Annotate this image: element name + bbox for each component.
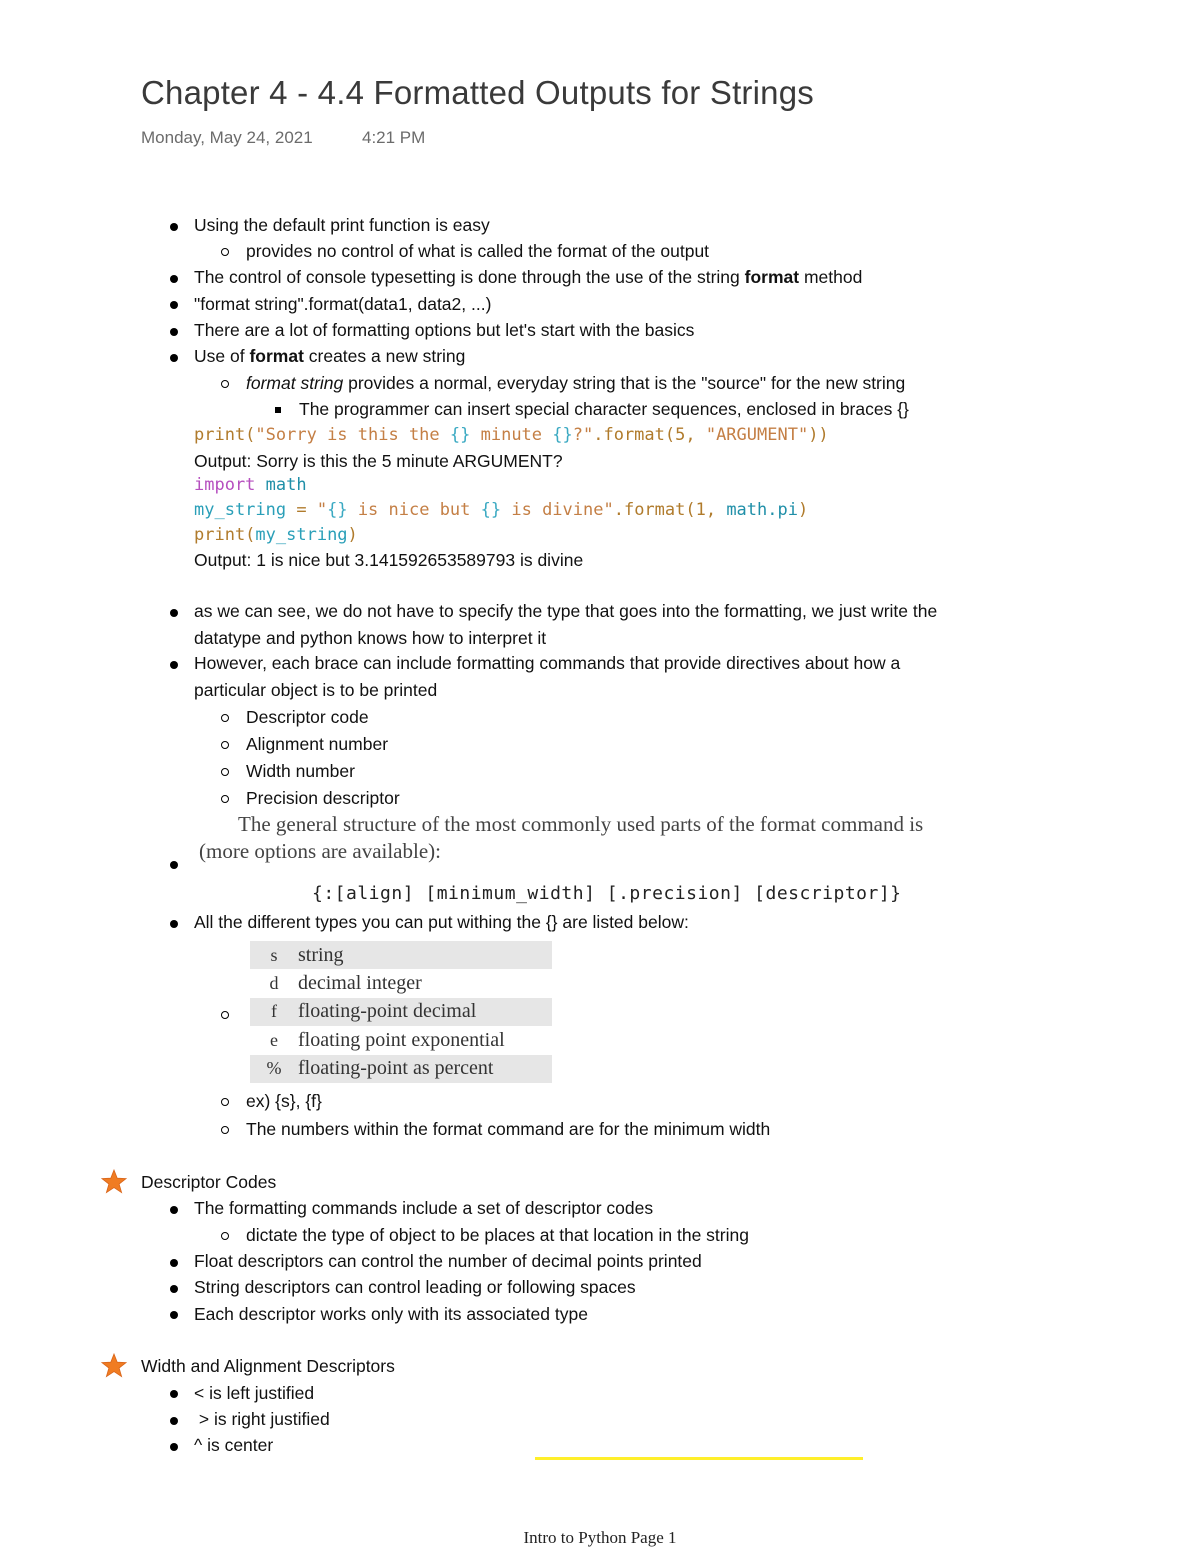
page-time: 4:21 PM: [362, 128, 426, 147]
general-structure-text: The general structure of the most commonly used parts of the format command is: [238, 812, 924, 836]
bullet-text: All the different types you can put withing the {} are listed below:: [194, 912, 689, 932]
bullet-dot-icon: [170, 1390, 178, 1398]
bullet-circle-icon: [221, 768, 229, 776]
bullet-text: The programmer can insert special character sequences, enclosed in braces {}: [299, 399, 909, 419]
bullet-text: as we can see, we do not have to specify the type that goes into the formatting, we just write the: [194, 601, 938, 621]
bullet-text: Precision descriptor: [246, 788, 400, 808]
bullet-text: dictate the type of object to be places at that location in the string: [246, 1225, 749, 1245]
bullet-circle-icon: [221, 248, 229, 256]
code-line: my_string = "{} is nice but {} is divine".format(1, math.pi): [194, 500, 809, 520]
bullet-dot-icon: [170, 328, 178, 336]
code-output: Output: Sorry is this the 5 minute ARGUMENT?: [194, 451, 563, 471]
code-line: import math: [194, 475, 307, 495]
bullet-text: Using the default print function is easy: [194, 215, 490, 235]
bullet-circle-icon: [221, 1098, 229, 1106]
type-code: f: [250, 998, 298, 1026]
table-row: [250, 969, 552, 997]
bullet-circle-icon: [221, 741, 229, 749]
bullet-circle-icon: [221, 795, 229, 803]
bullet-dot-icon: [170, 661, 178, 669]
type-code: d: [269, 973, 279, 994]
table-row: [250, 941, 552, 969]
bullet-dot-icon: [170, 861, 178, 869]
bullet-text: There are a lot of formatting options but let's start with the basics: [194, 320, 695, 340]
star-icon: [101, 1353, 127, 1379]
type-desc: floating-point as percent: [298, 1055, 552, 1083]
bullet-dot-icon: [170, 1311, 178, 1319]
type-desc: floating-point decimal: [298, 998, 552, 1026]
bullet-text: provides no control of what is called the format of the output: [246, 241, 710, 261]
bullet-text: ex) {s}, {f}: [246, 1091, 322, 1111]
code-line: print(my_string): [194, 525, 358, 545]
bullet-text: The control of console typesetting is done through the use of the string format method: [194, 267, 863, 287]
general-structure-text: (more options are available):: [199, 839, 441, 863]
bullet-dot-icon: [170, 1417, 178, 1425]
bullet-circle-icon: [221, 380, 229, 388]
bullet-circle-icon: [221, 1011, 229, 1019]
table-row: [250, 1026, 552, 1054]
type-desc: string: [298, 941, 552, 969]
bullet-text: Float descriptors can control the number of decimal points printed: [194, 1251, 702, 1271]
bullet-dot-icon: [170, 1206, 178, 1214]
table-row: [250, 998, 552, 1026]
bullet-text: < is left justified: [194, 1383, 315, 1403]
bullet-text: particular object is to be printed: [194, 680, 438, 700]
code-output: Output: 1 is nice but 3.141592653589793 is divine: [194, 550, 584, 570]
type-desc: decimal integer: [298, 972, 422, 995]
bullet-circle-icon: [221, 1232, 229, 1240]
format-spec: {:[align] [minimum_width] [.precision] [descriptor]}: [312, 883, 902, 904]
bullet-dot-icon: [170, 920, 178, 928]
bullet-dot-icon: [170, 301, 178, 309]
bullet-dot-icon: [170, 609, 178, 617]
bullet-circle-icon: [221, 714, 229, 722]
types-table: [250, 941, 552, 1083]
page-date: Monday, May 24, 2021: [141, 128, 313, 147]
bullet-dot-icon: [170, 1259, 178, 1267]
bullet-text: Descriptor code: [246, 707, 369, 727]
bullet-text: format string provides a normal, everyday string that is the "source" for the new string: [246, 373, 906, 393]
bullet-text: Use of format creates a new string: [194, 346, 466, 366]
bullet-square-icon: [275, 407, 281, 413]
bullet-text: However, each brace can include formatting commands that provide directives about how a: [194, 653, 901, 673]
page-title: Chapter 4 - 4.4 Formatted Outputs for Strings: [141, 74, 814, 111]
table-row: [250, 1055, 552, 1083]
bullet-dot-icon: [170, 354, 178, 362]
code-line: print("Sorry is this the {} minute {}?".format(5, "ARGUMENT")): [194, 425, 829, 445]
bullet-text: > is right justified: [194, 1409, 330, 1429]
bullet-dot-icon: [170, 1285, 178, 1293]
bullet-text: Each descriptor works only with its associated type: [194, 1304, 588, 1324]
bullet-text: String descriptors can control leading or following spaces: [194, 1277, 636, 1297]
bullet-text: The formatting commands include a set of descriptor codes: [194, 1198, 654, 1218]
bullet-text: The numbers within the format command are for the minimum width: [246, 1119, 771, 1139]
bullet-text: Width number: [246, 761, 355, 781]
bullet-text: ^ is center: [194, 1435, 274, 1455]
bullet-dot-icon: [170, 1443, 178, 1451]
bullet-text: Alignment number: [246, 734, 389, 754]
type-code: s: [250, 941, 298, 969]
section-heading: Descriptor Codes: [141, 1172, 277, 1192]
bullet-text: "format string".format(data1, data2, ...): [194, 294, 492, 314]
star-icon: [101, 1169, 127, 1195]
bullet-dot-icon: [170, 275, 178, 283]
page-footer: Intro to Python Page 1: [523, 1528, 677, 1547]
type-code: %: [250, 1055, 298, 1083]
bullet-circle-icon: [221, 1126, 229, 1134]
highlight-line: [535, 1457, 863, 1460]
bullet-dot-icon: [170, 223, 178, 231]
type-code: e: [270, 1029, 278, 1050]
bullet-text: datatype and python knows how to interpret it: [194, 628, 547, 648]
type-desc: floating point exponential: [298, 1028, 505, 1051]
section-heading: Width and Alignment Descriptors: [141, 1356, 395, 1376]
